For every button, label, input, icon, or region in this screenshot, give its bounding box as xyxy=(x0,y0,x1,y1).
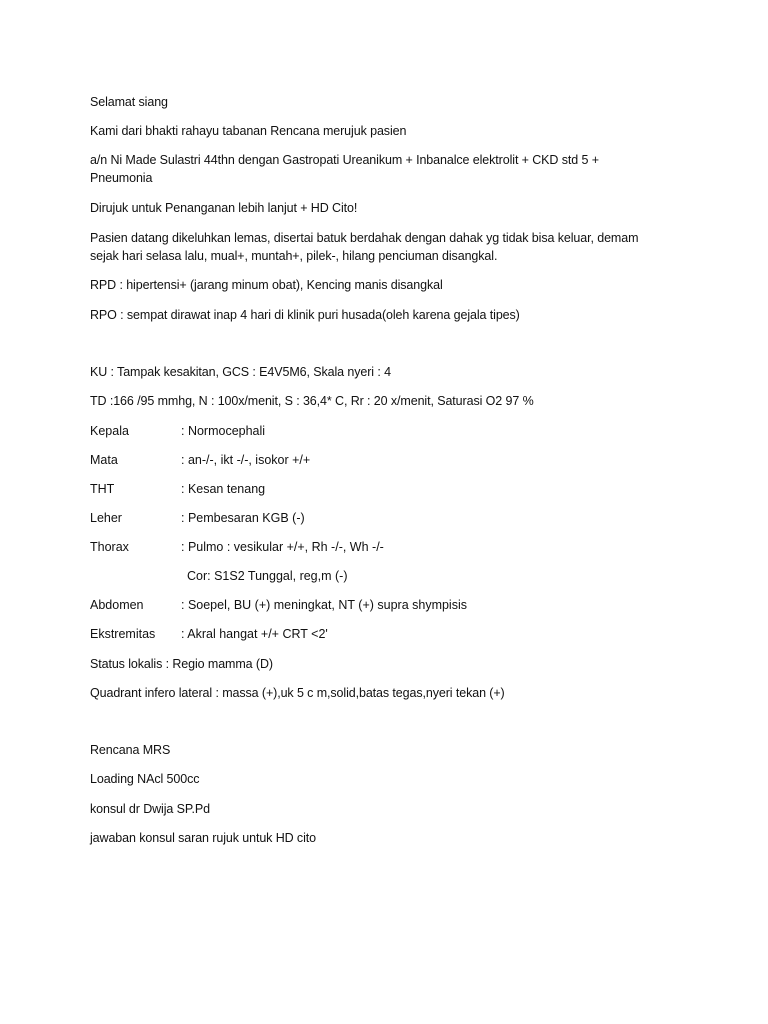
greeting-text: Selamat siang xyxy=(90,95,168,109)
exam-value: : Pembesaran KGB (-) xyxy=(181,511,305,525)
plan-item: jawaban konsul saran rujuk untuk HD cito xyxy=(90,831,316,845)
exam-row-mata xyxy=(90,451,310,469)
plan-item: Loading NAcl 500cc xyxy=(90,772,200,786)
exam-value: : an-/-, ikt -/-, isokor +/+ xyxy=(181,453,311,467)
exam-label: Mata xyxy=(90,453,118,467)
ku-text: KU : Tampak kesakitan, GCS : E4V5M6, Skala nyeri : 4 xyxy=(90,365,391,379)
exam-label: Kepala xyxy=(90,424,129,438)
exam-row-thorax xyxy=(90,538,384,556)
exam-label: THT xyxy=(90,482,115,496)
referral-text: Dirujuk untuk Penanganan lebih lanjut + HD Cito! xyxy=(90,201,358,215)
rpd-text: RPD : hipertensi+ (jarang minum obat), Kencing manis disangkal xyxy=(90,278,443,292)
status-lokalis-text: Status lokalis : Regio mamma (D) xyxy=(90,657,273,671)
exam-row-tht xyxy=(90,480,265,498)
vitals-text: TD :166 /95 mmhg, N : 100x/menit, S : 36,4* C, Rr : 20 x/menit, Saturasi O2 97 % xyxy=(90,394,534,408)
exam-value: : Normocephali xyxy=(181,424,266,438)
diagnosis-text: a/n Ni Made Sulastri 44thn dengan Gastropati Ureanikum + Inbanalce elektrolit + CKD std 5 + Pneumonia xyxy=(90,153,599,185)
cor-text: Cor: S1S2 Tunggal, reg,m (-) xyxy=(187,569,348,583)
exam-value: : Soepel, BU (+) meningkat, NT (+) supra shympisis xyxy=(181,598,467,612)
plan-item: Rencana MRS xyxy=(90,743,171,757)
exam-value: : Akral hangat +/+ CRT <2' xyxy=(181,627,328,641)
exam-row-kepala xyxy=(90,422,265,440)
plan-item: konsul dr Dwija SP.Pd xyxy=(90,802,210,816)
exam-label: Ekstremitas xyxy=(90,627,156,641)
exam-row-abdomen xyxy=(90,596,467,614)
exam-row-leher xyxy=(90,509,305,527)
exam-value: : Pulmo : vesikular +/+, Rh -/-, Wh -/- xyxy=(181,540,384,554)
exam-label: Leher xyxy=(90,511,122,525)
exam-label: Thorax xyxy=(90,540,129,554)
exam-value: : Kesan tenang xyxy=(181,482,266,496)
intro-text: Kami dari bhakti rahayu tabanan Rencana merujuk pasien xyxy=(90,124,407,138)
quadrant-text: Quadrant infero lateral : massa (+),uk 5 c m,solid,batas tegas,nyeri tekan (+) xyxy=(90,686,505,700)
rpo-text: RPO : sempat dirawat inap 4 hari di klinik puri husada(oleh karena gejala tipes) xyxy=(90,308,520,322)
exam-row-ekstremitas xyxy=(90,625,328,643)
complaint-text: Pasien datang dikeluhkan lemas, disertai batuk berdahak dengan dahak yg tidak bisa keluar, demam sejak hari selasa lalu, mual+, muntah+, pilek-, hilang penciuman disangkal. xyxy=(90,231,639,263)
exam-label: Abdomen xyxy=(90,598,144,612)
